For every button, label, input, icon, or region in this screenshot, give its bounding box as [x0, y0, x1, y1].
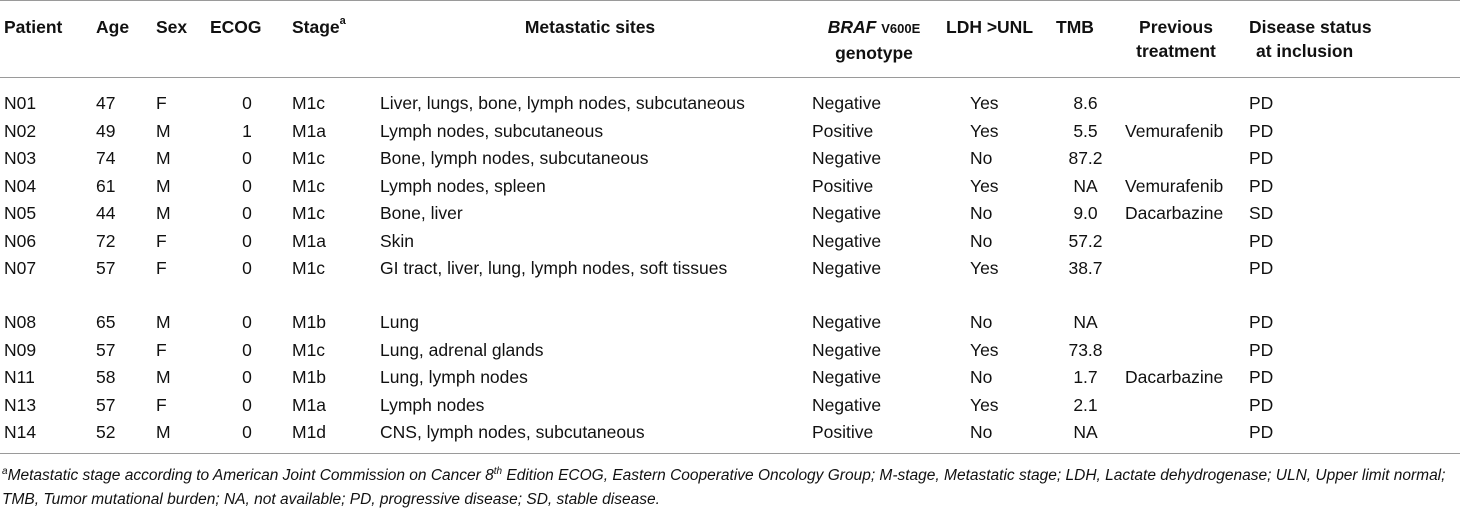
header-prev	[1119, 1, 1233, 78]
cell-prev	[1119, 145, 1233, 173]
cell-prev	[1119, 255, 1233, 309]
cell-ldh: No	[970, 230, 993, 251]
header-braf-line2: genotype	[835, 43, 913, 63]
cell-status: PD	[1249, 258, 1274, 278]
cell-age: 57	[96, 258, 116, 278]
cell-braf: Negative	[812, 148, 882, 168]
cell-status: SD	[1249, 203, 1274, 223]
cell-stage: M1c	[292, 175, 326, 196]
cell-status: PD	[1249, 312, 1274, 332]
footnote-marker: a	[2, 465, 8, 477]
table-row	[0, 419, 1460, 453]
cell-tmb: 8.6	[1073, 93, 1098, 113]
cell-status: PD	[1249, 148, 1274, 168]
cell-sites: Liver, lungs, bone, lymph nodes, subcutaneous	[380, 93, 745, 113]
cell-sex: M	[156, 367, 171, 387]
cell-patient: N01	[4, 93, 37, 113]
table-row	[0, 90, 1460, 118]
cell-prev	[1119, 90, 1233, 118]
cell-ecog: 0	[242, 339, 252, 360]
cell-status: PD	[1249, 93, 1274, 113]
header-sex: Sex	[152, 1, 206, 78]
cell-ecog: 0	[242, 367, 252, 387]
cell-age: 65	[96, 312, 116, 332]
spacer-cell	[0, 78, 1460, 91]
cell-tmb: NA	[1052, 419, 1119, 453]
cell-ldh: No	[942, 419, 1052, 453]
table-row	[0, 118, 1460, 146]
header-row	[0, 1, 1460, 78]
cell-sex: F	[156, 93, 167, 113]
cell-braf: Negative	[812, 339, 882, 360]
cell-braf: Negative	[812, 258, 882, 278]
cell-tmb: NA	[1073, 312, 1098, 332]
cell-tmb: NA	[1073, 175, 1098, 196]
cell-age: 72	[96, 230, 116, 251]
cell-sex: F	[156, 394, 167, 415]
cell-prev	[1119, 392, 1233, 420]
cell-age: 49	[96, 120, 116, 141]
cell-ecog: 0	[242, 312, 252, 332]
cell-stage: M1a	[292, 394, 327, 415]
cell-braf: Negative	[812, 230, 882, 251]
cell-patient: N08	[4, 312, 37, 332]
cell-sites: Bone, lymph nodes, subcutaneous	[380, 148, 649, 168]
cell-sites: Lung, adrenal glands	[380, 339, 544, 360]
cell-stage: M1c	[292, 148, 326, 168]
cell-sites: Bone, liver	[380, 203, 463, 223]
body-spacer	[0, 78, 1460, 91]
cell-tmb: 2.1	[1073, 394, 1098, 415]
cell-braf: Positive	[812, 175, 874, 196]
cell-status: PD	[1249, 230, 1274, 251]
cell-sex: F	[156, 258, 167, 278]
cell-patient: N04	[4, 175, 37, 196]
cell-age: 52	[92, 419, 152, 453]
cell-prev: Dacarbazine	[1125, 203, 1224, 223]
cell-patient: N05	[4, 203, 37, 223]
cell-ecog: 0	[242, 258, 252, 278]
cell-stage: M1a	[292, 120, 327, 141]
cell-sites: Lung	[380, 312, 419, 332]
header-ldh: LDH >UNL	[942, 1, 1052, 78]
cell-status: PD	[1233, 419, 1460, 453]
cell-patient: N06	[4, 230, 37, 251]
cell-sites: Lung, lymph nodes	[380, 367, 528, 387]
cell-age: 47	[96, 93, 116, 113]
cell-tmb: 1.7	[1073, 367, 1098, 387]
cell-status: PD	[1249, 367, 1274, 387]
table-row	[0, 337, 1460, 365]
header-braf-sup: V600E	[881, 21, 921, 36]
cell-braf: Negative	[812, 394, 882, 415]
cell-sex: F	[156, 230, 167, 251]
cell-status: PD	[1249, 175, 1274, 196]
cell-sites: Lymph nodes, spleen	[380, 175, 546, 196]
header-sites: Metastatic sites	[374, 1, 806, 78]
cell-ecog: 0	[242, 394, 252, 415]
header-status-line2: at inclusion	[1256, 41, 1354, 61]
table-header	[0, 1, 1460, 78]
cell-age: 57	[96, 339, 116, 360]
table-row	[0, 392, 1460, 420]
table-row	[0, 145, 1460, 173]
cell-prev: Dacarbazine	[1125, 367, 1224, 387]
footnote-th: th	[493, 465, 503, 477]
cell-patient: N02	[4, 120, 37, 141]
cell-patient: N03	[4, 148, 37, 168]
header-ecog: ECOG	[206, 1, 288, 78]
table-row	[0, 364, 1460, 392]
header-prev-line1: Previous	[1139, 17, 1213, 37]
table-row	[0, 200, 1460, 228]
table-row	[0, 228, 1460, 256]
header-prev-line2: treatment	[1136, 41, 1216, 61]
cell-prev: Vemurafenib	[1125, 175, 1224, 196]
cell-braf: Negative	[812, 367, 882, 387]
cell-age: 61	[96, 175, 116, 196]
table-row	[0, 173, 1460, 201]
cell-ecog: 0	[206, 419, 288, 453]
cell-stage: M1b	[292, 312, 327, 332]
cell-stage: M1a	[292, 230, 327, 251]
cell-age: 74	[96, 148, 116, 168]
cell-sex: M	[156, 148, 171, 168]
cell-ecog: 0	[242, 203, 252, 223]
cell-sex: M	[152, 419, 206, 453]
cell-sites: Lymph nodes, subcutaneous	[380, 120, 604, 141]
cell-stage: M1c	[292, 258, 326, 278]
cell-braf: Negative	[812, 93, 882, 113]
cell-patient: N14	[0, 419, 92, 453]
header-status	[1233, 1, 1460, 78]
cell-status: PD	[1249, 120, 1274, 141]
cell-stage: M1b	[292, 367, 327, 387]
cell-patient: N09	[4, 339, 37, 360]
cell-patient: N07	[4, 258, 37, 278]
cell-ecog: 1	[242, 120, 252, 141]
cell-stage: M1d	[288, 419, 374, 453]
cell-braf: Positive	[812, 120, 874, 141]
header-braf-line1	[806, 15, 942, 41]
cell-braf: Negative	[812, 312, 882, 332]
cell-stage: M1c	[292, 339, 326, 360]
footnote-part2: Edition ECOG, Eastern Cooperative Oncology Group; M-stage, Metastatic stage; LDH, Lactate dehydrogenase; ULN, Upper limit normal; TMB, Tumor mutational burden; NA, not available; PD, progressive disease; SD, stable disease.	[2, 466, 1446, 508]
cell-sex: F	[156, 339, 167, 360]
cell-ldh: Yes	[970, 175, 999, 196]
table-body	[0, 78, 1460, 454]
cell-sites: CNS, lymph nodes, subcutaneous	[374, 419, 806, 453]
cell-tmb: 87.2	[1068, 148, 1103, 168]
cell-tmb: 73.8	[1068, 339, 1103, 360]
cell-sites: GI tract, liver, lung, lymph nodes, soft tissues	[380, 258, 728, 278]
cell-ldh: Yes	[970, 120, 999, 141]
cell-ecog: 0	[242, 93, 252, 113]
cell-sites: Lymph nodes	[380, 394, 485, 415]
table-row	[0, 309, 1460, 337]
cell-sex: M	[156, 203, 171, 223]
header-patient: Patient	[0, 1, 92, 78]
cell-tmb: 5.5	[1073, 120, 1098, 141]
cell-age: 44	[96, 203, 116, 223]
cell-ecog: 0	[242, 148, 252, 168]
cell-ldh: No	[970, 203, 993, 223]
cell-tmb: 9.0	[1073, 203, 1098, 223]
header-tmb: TMB	[1052, 1, 1119, 78]
table-footnote	[0, 454, 1460, 512]
header-stage	[288, 1, 374, 78]
cell-stage: M1c	[292, 203, 326, 223]
cell-status: PD	[1249, 339, 1274, 360]
cell-sex: M	[156, 120, 171, 141]
cell-tmb: 38.7	[1068, 258, 1103, 278]
cell-patient: N11	[4, 367, 35, 387]
table-row	[0, 255, 1460, 309]
cell-stage: M1c	[292, 93, 326, 113]
cell-braf: Negative	[812, 203, 882, 223]
header-braf-main: BRAF	[827, 17, 877, 37]
cell-status: PD	[1249, 394, 1274, 415]
cell-prev: Vemurafenib	[1125, 120, 1224, 141]
cell-prev	[1119, 309, 1233, 337]
footnote-part1: Metastatic stage according to American Joint Commission on Cancer 8	[7, 466, 494, 484]
cell-ldh: Yes	[970, 339, 999, 360]
cell-sex: M	[156, 175, 171, 196]
cell-ldh: Yes	[970, 394, 999, 415]
cell-ldh: Yes	[970, 93, 999, 113]
cell-age: 58	[96, 367, 116, 387]
cell-ldh: No	[970, 312, 993, 332]
cell-ldh: Yes	[970, 258, 999, 278]
cell-prev	[1119, 228, 1233, 256]
header-braf	[806, 1, 942, 78]
cell-sites: Skin	[380, 230, 415, 251]
cell-patient: N13	[4, 394, 37, 415]
cell-prev	[1119, 337, 1233, 365]
header-stage-label: Stage	[292, 17, 340, 37]
cell-ecog: 0	[242, 230, 252, 251]
header-age: Age	[92, 1, 152, 78]
cell-ldh: No	[970, 367, 993, 387]
header-status-line1: Disease status	[1249, 17, 1372, 37]
header-stage-sup: a	[339, 15, 346, 28]
cell-braf: Positive	[806, 419, 942, 453]
cell-tmb: 57.2	[1068, 230, 1103, 251]
cell-sex: M	[156, 312, 171, 332]
cell-ldh: No	[970, 148, 993, 168]
cell-prev	[1119, 419, 1233, 453]
cell-ecog: 0	[242, 175, 252, 196]
cell-age: 57	[96, 394, 116, 415]
